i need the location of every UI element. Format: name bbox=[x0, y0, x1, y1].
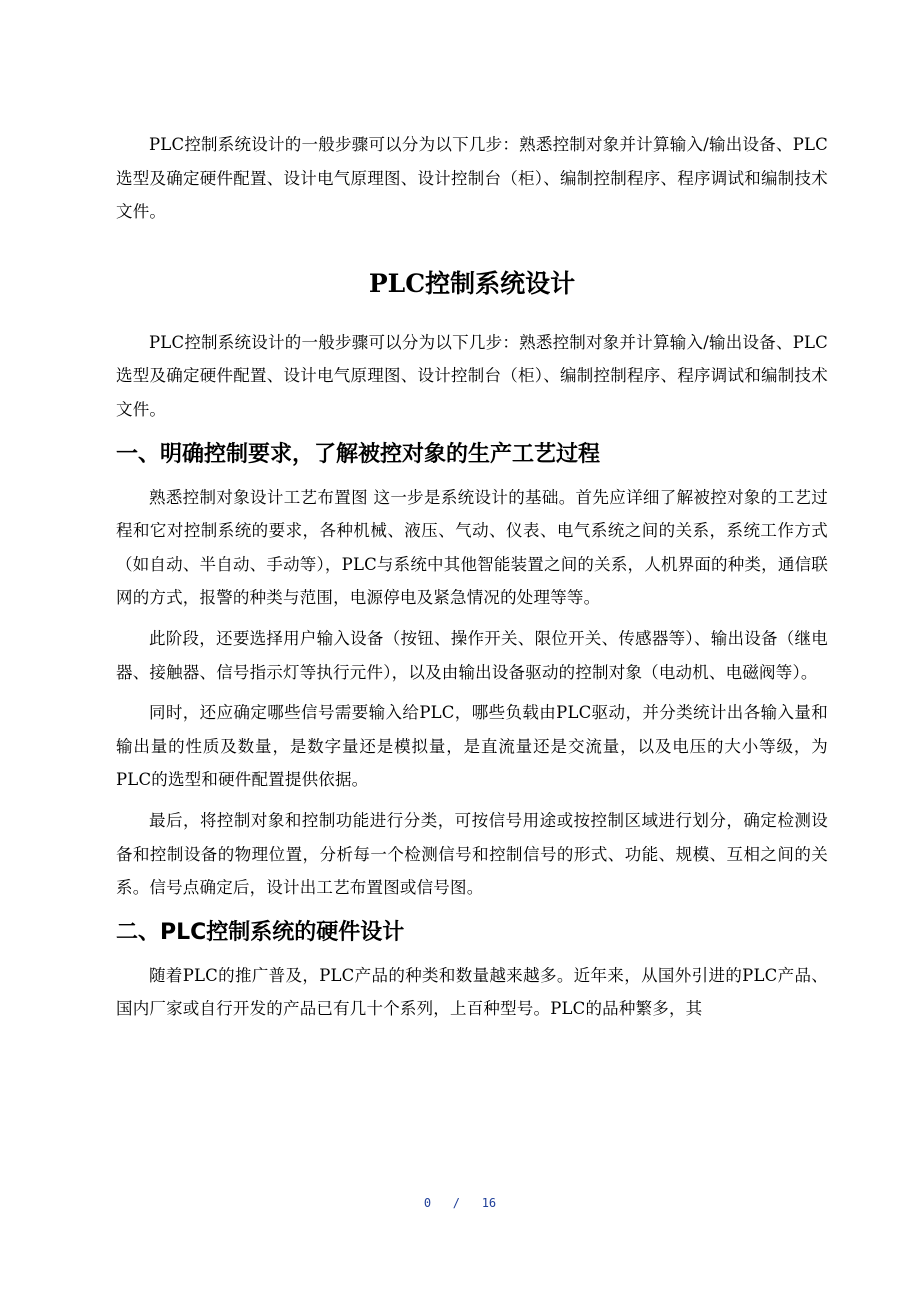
title-intro-paragraph: PLC控制系统设计的一般步骤可以分为以下几步：熟悉控制对象并计算输入/输出设备、PLC选型及确定硬件配置、设计电气原理图、设计控制台（柜）、编制控制程序、程序调试和编制技术文件。 bbox=[116, 332, 828, 419]
section-1-paragraph: 最后，将控制对象和控制功能进行分类，可按信号用途或按控制区域进行划分，确定检测设备和控制设备的物理位置，分析每一个检测信号和控制信号的形式、功能、规模、互相之间的关系。信号点确定后，设计出工艺布置图或信号图。 bbox=[116, 810, 828, 898]
intro-paragraph: PLC控制系统设计的一般步骤可以分为以下几步：熟悉控制对象并计算输入/输出设备、PLC选型及确定硬件配置、设计电气原理图、设计控制台（柜）、编制控制程序、程序调试和编制技术文件。 bbox=[116, 135, 828, 222]
section-1-paragraph: 熟悉控制对象设计工艺布置图 这一步是系统设计的基础。首先应详细了解被控对象的工艺过程和它对控制系统的要求，各种机械、液压、气动、仪表、电气系统之间的关系，系统工作方式（如自动、半自动、手动等），PLC与系统中其他智能装置之间的关系，人机界面的种类，通信联网的方式，报警的种类与范围，电源停电及紧急情况的处理等等。 bbox=[116, 487, 828, 608]
page-separator: / bbox=[452, 1196, 460, 1210]
section-1-heading: 一、明确控制要求，了解被控对象的生产工艺过程 bbox=[116, 441, 601, 467]
section-2-heading: 二、PLC控制系统的硬件设计 bbox=[116, 919, 405, 945]
current-page-number: 0 bbox=[423, 1196, 432, 1210]
section-1-paragraph: 此阶段，还要选择用户输入设备（按钮、操作开关、限位开关、传感器等）、输出设备（继电器、接触器、信号指示灯等执行元件），以及由输出设备驱动的控制对象（电动机、电磁阀等）。 bbox=[116, 628, 828, 682]
document-title: PLC控制系统设计 bbox=[368, 268, 576, 298]
page-number-footer bbox=[0, 1196, 920, 1210]
total-pages-number: 16 bbox=[481, 1196, 497, 1210]
page-content bbox=[116, 128, 828, 1033]
section-2-paragraph: 随着PLC的推广普及，PLC产品的种类和数量越来越多。近年来，从国外引进的PLC产品、国内厂家或自行开发的产品已有几十个系列，上百种型号。PLC的品种繁多，其 bbox=[116, 965, 828, 1019]
section-1-paragraph: 同时，还应确定哪些信号需要输入给PLC，哪些负载由PLC驱动，并分类统计出各输入量和输出量的性质及数量，是数字量还是模拟量，是直流量还是交流量，以及电压的大小等级，为PLC的选型和硬件配置提供依据。 bbox=[116, 703, 828, 790]
